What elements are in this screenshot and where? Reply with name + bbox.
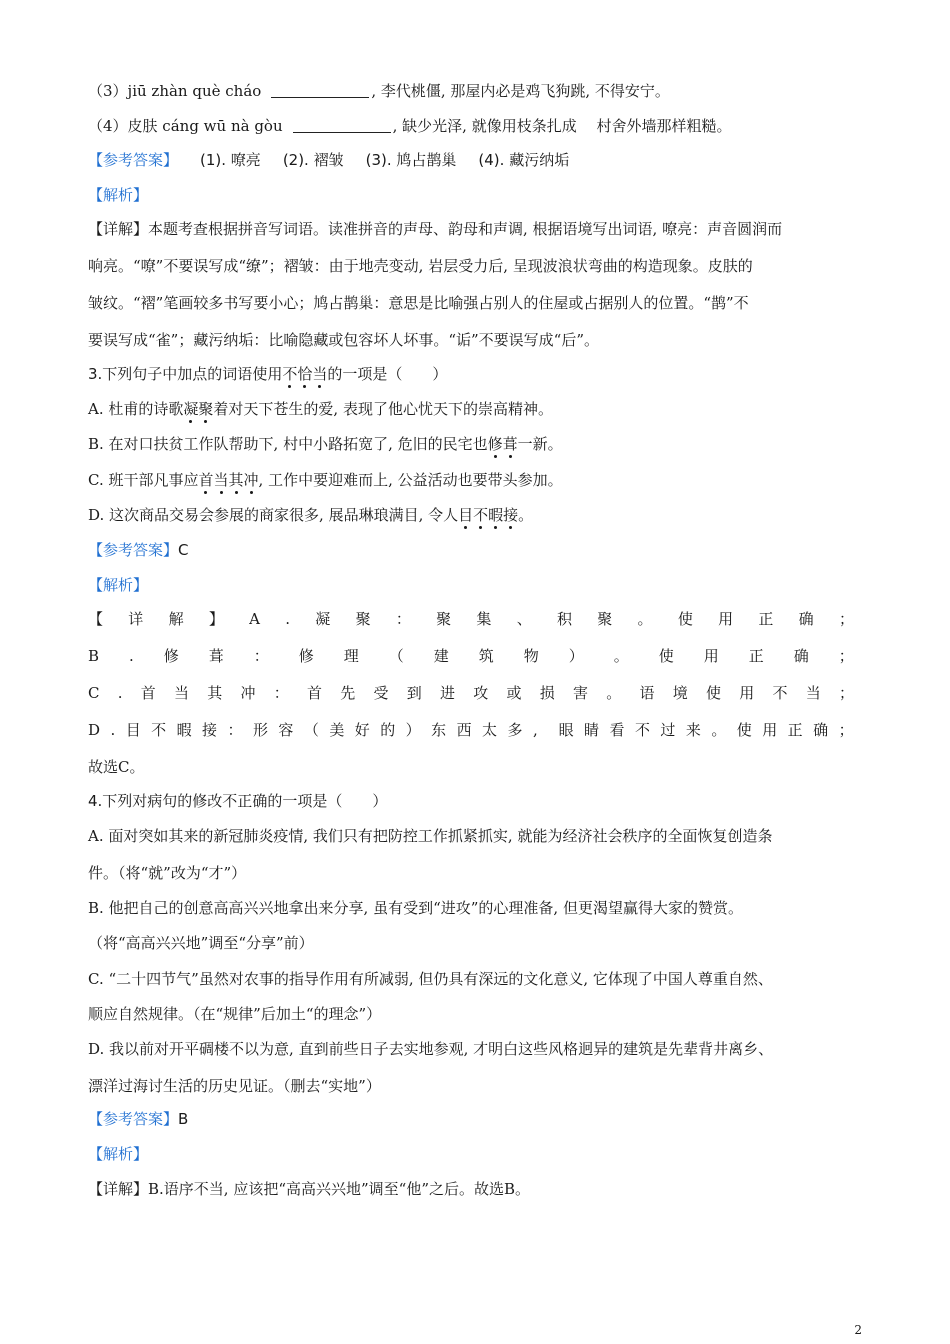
answer-tag: 【参考答案】: [88, 541, 179, 559]
justified-char: 容: [278, 721, 294, 739]
q3-option-b-pre: B. 在对口扶贫工作队帮助下, 村中小路拓宽了, 危旧的民宅也: [88, 435, 488, 453]
q2-detail-line: 要误写成“雀”；藏污纳垢：比喻隐藏或包容坏人坏事。“诟”不要误写成“后”。: [88, 331, 600, 349]
justified-char: 正: [787, 721, 803, 739]
dotted-char: 首: [198, 471, 214, 489]
justified-char: 睛: [584, 721, 600, 739]
justified-char: 不: [634, 721, 650, 739]
justified-char: 好: [354, 721, 370, 739]
q3-option-d-post: 。: [518, 506, 534, 524]
justified-char: 看: [609, 721, 625, 739]
justified-char: 筑: [478, 647, 494, 665]
justified-char: 接: [202, 721, 218, 739]
dotted-char: 葺: [502, 435, 518, 453]
justified-char: 不: [772, 684, 788, 702]
q4-detail: 【详解】B.语序不当, 应该把“高高兴兴地”调至“他”之后。故选B。: [88, 1180, 531, 1198]
justified-char: ：: [227, 721, 243, 739]
justified-char: 建: [433, 647, 449, 665]
justified-char: 【: [88, 610, 104, 628]
q2-item-4-text: , 缺少光泽, 就像用枝条扎成 村舍外墙那样粗糙。: [392, 117, 732, 135]
q2-item-4-pinyin: （4）皮肤 cáng wū nà gòu: [88, 117, 283, 135]
q4-line: （将“高高兴兴地”调至“分享”前）: [88, 934, 314, 952]
justified-char: 多: [507, 721, 523, 739]
justified-char: 理: [343, 647, 359, 665]
justified-char: 修: [163, 647, 179, 665]
justified-char: 聚: [355, 610, 371, 628]
dotted-char: 凝: [183, 400, 199, 418]
q3-conclusion: 故选C。: [88, 758, 145, 776]
q2-detail-line: 【详解】本题考查根据拼音写词语。读准拼音的声母、韵母和声调, 根据语境写出词语, 嘹亮：声音圆润而: [88, 220, 783, 238]
q2-answer-1: (1). 嘹亮: [200, 151, 261, 169]
q2-detail-line: 响亮。“嘹”不要误写成“缭”；褶皱：由于地壳变动, 岩层受力后, 呈现波浪状弯曲的构造现象。皮肤的: [88, 257, 753, 275]
justified-char: ；: [838, 684, 854, 702]
justified-char: .: [117, 684, 123, 702]
q4-answer-value: B: [178, 1110, 189, 1128]
justified-char: 眼: [558, 721, 574, 739]
justified-char: 来: [685, 721, 701, 739]
q4-line: 顺应自然规律。（在“规律”后加土“的理念”）: [88, 1005, 382, 1023]
justified-char: 解: [168, 610, 184, 628]
justified-char: 太: [482, 721, 498, 739]
justified-char: 不: [151, 721, 167, 739]
dotted-char: 不: [473, 506, 489, 524]
answer-blank: [293, 118, 391, 133]
q3-option-a: [88, 398, 553, 420]
justified-char: B: [88, 647, 100, 665]
q3-stem: [88, 363, 447, 385]
justified-char: 用: [703, 647, 719, 665]
dotted-char: 修: [487, 435, 503, 453]
justified-char: A: [249, 610, 260, 628]
justified-char: 当: [805, 684, 821, 702]
q2-answer-2: (2). 褶皱: [282, 151, 344, 169]
justified-char: 冲: [240, 684, 256, 702]
justified-char: 集: [476, 610, 492, 628]
justified-char: C: [88, 684, 100, 702]
justified-char: 、: [516, 610, 532, 628]
justified-char: 。: [606, 684, 622, 702]
justified-char: 凝: [315, 610, 331, 628]
q3-stem-dotted: [282, 365, 327, 383]
justified-char: 其: [207, 684, 223, 702]
justified-char: 攻: [473, 684, 489, 702]
q3-option-b-dotted: [488, 435, 518, 453]
dotted-char: 不: [282, 365, 298, 383]
q4-line: A. 面对突如其来的新冠肺炎疫情, 我们只有把防控工作抓紧抓实, 就能为经济社会秩序的全面恢复创造条: [88, 827, 773, 845]
justified-char: D: [88, 721, 101, 739]
justified-char: 进: [439, 684, 455, 702]
q3-detail-line: [88, 608, 854, 630]
justified-char: 物: [523, 647, 539, 665]
justified-char: 葺: [208, 647, 224, 665]
q4-line: 漂洋过海讨生活的历史见证。（删去“实地”）: [88, 1077, 381, 1095]
justified-char: 确: [798, 610, 814, 628]
justified-char: 使: [658, 647, 674, 665]
dotted-char: 目: [458, 506, 474, 524]
justified-char: .: [110, 721, 116, 739]
q2-analysis-tag: 【解析】: [88, 186, 149, 204]
q3-option-c-dotted: [198, 471, 258, 489]
justified-char: 西: [456, 721, 472, 739]
q2-answer-4: (4). 藏污纳垢: [478, 151, 570, 169]
justified-char: 的: [380, 721, 396, 739]
justified-char: ；: [838, 721, 854, 739]
justified-char: 首: [306, 684, 322, 702]
justified-char: ,: [532, 721, 538, 739]
justified-char: 受: [373, 684, 389, 702]
q4-answer: [88, 1108, 188, 1130]
answer-blank: [271, 83, 369, 98]
dotted-char: 当: [213, 471, 229, 489]
justified-char: 用: [739, 684, 755, 702]
justified-char: ）: [405, 721, 421, 739]
q4-line: D. 我以前对开平碉楼不以为意, 直到前些日子去实地参观, 才明白这些风格迥异的建筑是先辈背井离乡、: [88, 1040, 774, 1058]
q2-answer-3: (3). 鸠占鹊巢: [365, 151, 457, 169]
justified-char: 聚: [597, 610, 613, 628]
answer-tag: 【参考答案】: [88, 151, 179, 169]
dotted-char: 当: [312, 365, 328, 383]
justified-char: ）: [568, 647, 584, 665]
justified-char: 使: [705, 684, 721, 702]
justified-char: 过: [660, 721, 676, 739]
justified-char: （: [388, 647, 404, 665]
justified-char: 害: [572, 684, 588, 702]
justified-char: 首: [140, 684, 156, 702]
justified-char: .: [129, 647, 134, 665]
justified-char: 详: [128, 610, 144, 628]
q3-answer: [88, 539, 189, 561]
q4-line: C. “二十四节气”虽然对农事的指导作用有所减弱, 但仍具有深远的文化意义, 它体现了中国人尊重自然、: [88, 970, 773, 988]
justified-char: 当: [173, 684, 189, 702]
justified-char: 】: [208, 610, 224, 628]
dotted-char: 恰: [297, 365, 313, 383]
justified-char: ：: [273, 684, 289, 702]
q3-option-c-pre: C. 班干部凡事应: [88, 471, 199, 489]
justified-char: ：: [395, 610, 411, 628]
dotted-char: 冲: [243, 471, 259, 489]
q3-option-c: [88, 469, 563, 491]
justified-char: 或: [506, 684, 522, 702]
q3-stem-post: 的一项是（ ）: [327, 365, 448, 383]
dotted-char: 暇: [488, 506, 504, 524]
page-number: 2: [854, 1323, 862, 1337]
justified-char: 先: [340, 684, 356, 702]
justified-char: 使: [677, 610, 693, 628]
justified-char: 用: [718, 610, 734, 628]
justified-char: ；: [838, 610, 854, 628]
q3-option-a-dotted: [183, 400, 213, 418]
justified-char: 修: [298, 647, 314, 665]
dotted-char: 聚: [198, 400, 214, 418]
q3-stem-pre: 3.下列句子中加点的词语使用: [88, 365, 283, 383]
justified-char: （: [303, 721, 319, 739]
q3-option-d-pre: D. 这次商品交易会参展的商家很多, 展品琳琅满目, 令人: [88, 506, 459, 524]
q3-option-a-pre: A. 杜甫的诗歌: [88, 400, 184, 418]
justified-char: 。: [613, 647, 629, 665]
q2-answer: [88, 149, 569, 171]
justified-char: 正: [748, 647, 764, 665]
q3-option-b-post: 一新。: [517, 435, 563, 453]
justified-char: 形: [252, 721, 268, 739]
justified-char: 正: [758, 610, 774, 628]
q4-line: B. 他把自己的创意高高兴兴地拿出来分享, 虽有受到“进攻”的心理准备, 但更渴望赢得大家的赞赏。: [88, 899, 743, 917]
justified-char: 境: [672, 684, 688, 702]
justified-char: 确: [813, 721, 829, 739]
q3-detail-line: [88, 645, 854, 667]
justified-char: ；: [838, 647, 854, 665]
q2-item-3-text: , 李代桃僵, 那屋内必是鸡飞狗跳, 不得安宁。: [371, 82, 670, 100]
q3-option-d: [88, 504, 533, 526]
justified-char: 使: [736, 721, 752, 739]
justified-char: 。: [637, 610, 653, 628]
q2-item-3-pinyin: （3）jiū zhàn què cháo: [88, 82, 262, 100]
justified-char: 到: [406, 684, 422, 702]
justified-char: 损: [539, 684, 555, 702]
justified-char: 确: [793, 647, 809, 665]
q2-detail-line: 皱纹。“褶”笔画较多书写要小心；鸠占鹊巢：意思是比喻强占别人的住屋或占据别人的位置。“鹊”不: [88, 294, 749, 312]
dotted-char: 其: [228, 471, 244, 489]
q4-stem: 4.下列对病句的修改不正确的一项是（ ）: [88, 792, 388, 810]
justified-char: 美: [329, 721, 345, 739]
q3-analysis-tag: 【解析】: [88, 576, 149, 594]
q2-item-3: [88, 80, 670, 102]
q3-option-a-post: 着对天下苍生的爱, 表现了他心忧天下的崇高精神。: [213, 400, 553, 418]
q3-answer-value: C: [178, 541, 189, 559]
justified-char: 暇: [176, 721, 192, 739]
justified-char: 积: [556, 610, 572, 628]
q3-detail-line: [88, 682, 854, 704]
justified-char: .: [285, 610, 291, 628]
q3-option-d-dotted: [458, 506, 518, 524]
justified-char: 聚: [436, 610, 452, 628]
justified-char: 用: [762, 721, 778, 739]
dotted-char: 接: [503, 506, 519, 524]
justified-char: ：: [253, 647, 269, 665]
justified-char: 。: [711, 721, 727, 739]
answer-tag: 【参考答案】: [88, 1110, 179, 1128]
q3-option-c-post: , 工作中要迎难而上, 公益活动也要带头参加。: [258, 471, 563, 489]
q3-option-b: [88, 433, 563, 455]
justified-char: 语: [639, 684, 655, 702]
justified-char: 东: [431, 721, 447, 739]
q3-detail-line: [88, 719, 854, 741]
justified-char: 目: [125, 721, 141, 739]
q2-item-4: [88, 115, 731, 137]
q4-analysis-tag: 【解析】: [88, 1145, 149, 1163]
q4-line: 件。（将“就”改为“才”）: [88, 864, 247, 882]
